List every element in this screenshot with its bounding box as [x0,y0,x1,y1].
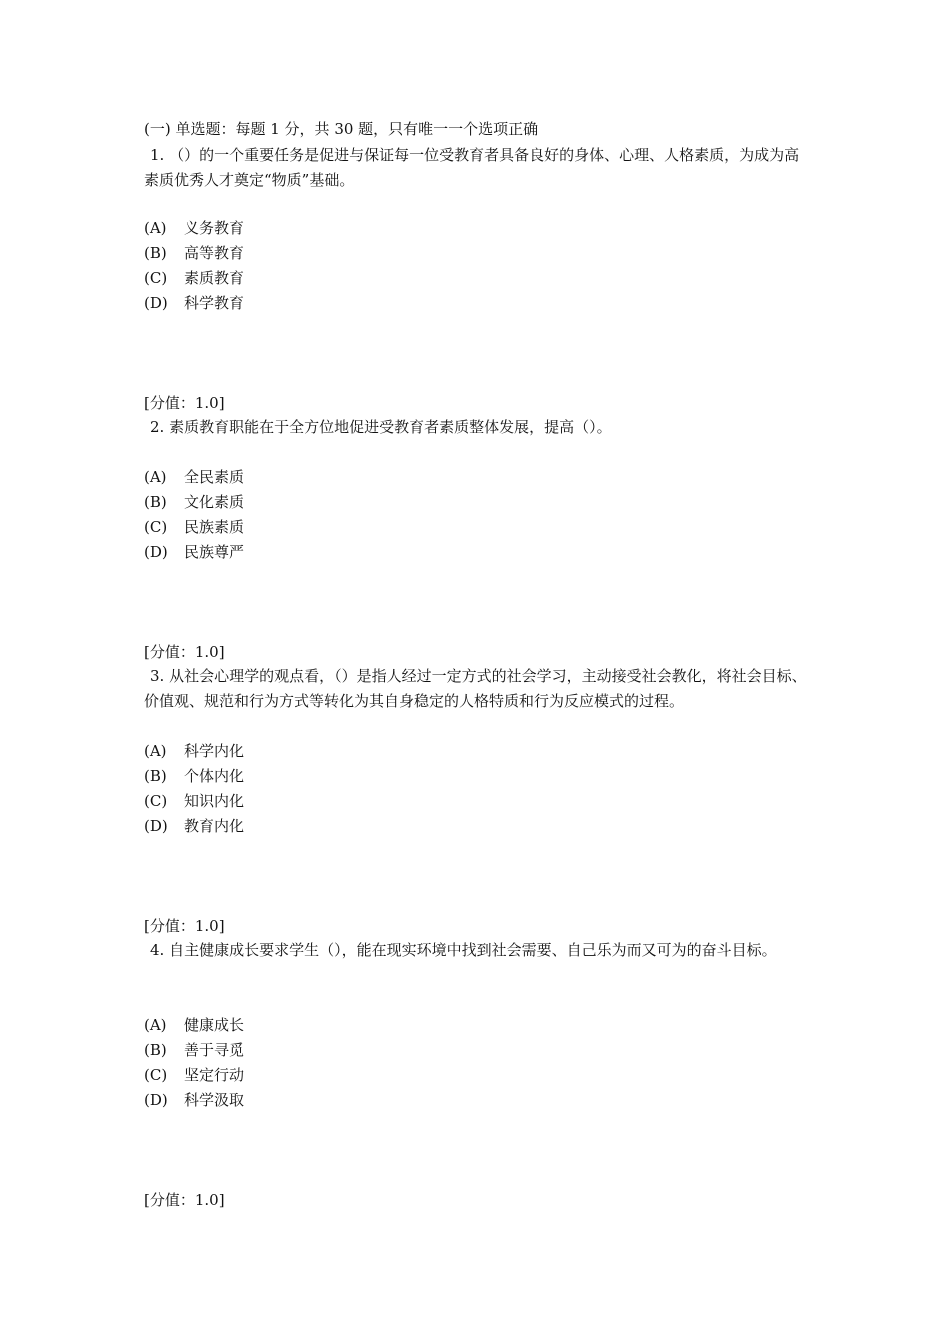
option-text: 义务教育 [184,219,245,237]
question-1-option-c [144,268,244,288]
option-text: 个体内化 [184,767,245,785]
question-3-option-c [144,791,244,811]
question-1-option-b [144,243,244,263]
question-number: 1. [150,146,165,164]
question-1-option-a [144,218,244,238]
question-body: 自主健康成长要求学生（），能在现实环境中找到社会需要、自己乐为而又可为的奋斗目标。 [169,941,777,959]
option-letter: (B) [144,1041,167,1059]
question-body: 从社会心理学的观点看，（）是指人经过一定方式的社会学习，主动接受社会教化，将社会目标、价值观、规范和行为方式等转化为其自身稳定的人格特质和行为反应模式的过程。 [144,667,807,710]
option-letter: (C) [144,1066,168,1084]
question-4-option-a [144,1015,244,1035]
question-2-option-b [144,492,244,512]
option-letter: (D) [144,543,168,561]
question-2-option-a [144,467,244,487]
option-text: 文化素质 [184,493,245,511]
question-1-score: [分值：1.0] [144,394,225,412]
option-text: 知识内化 [184,792,245,810]
question-1-option-d [144,293,244,313]
option-letter: (A) [144,468,167,486]
option-text: 教育内化 [184,817,245,835]
option-letter: (B) [144,493,167,511]
question-number: 4. [150,941,165,959]
option-letter: (C) [144,792,168,810]
question-4-text [144,938,808,963]
option-text: 民族尊严 [184,543,245,561]
option-text: 高等教育 [184,244,245,262]
question-2-text [144,415,808,440]
question-4-option-d [144,1090,244,1110]
question-3-option-d [144,816,244,836]
option-letter: (B) [144,244,167,262]
option-text: 健康成长 [184,1016,245,1034]
option-letter: (C) [144,269,168,287]
option-letter: (A) [144,219,167,237]
option-text: 民族素质 [184,518,245,536]
option-letter: (D) [144,294,168,312]
option-letter: (C) [144,518,168,536]
question-3-option-b [144,766,244,786]
option-letter: (D) [144,1091,168,1109]
option-text: 全民素质 [184,468,245,486]
question-2-option-d [144,542,244,562]
section-header: (一) 单选题：每题 1 分，共 30 题，只有唯一一个选项正确 [144,120,539,138]
option-text: 素质教育 [184,269,245,287]
option-text: 科学内化 [184,742,245,760]
option-letter: (B) [144,767,167,785]
question-4-score: [分值：1.0] [144,1191,225,1209]
question-body: 素质教育职能在于全方位地促进受教育者素质整体发展，提高（）。 [169,418,612,436]
question-number: 2. [150,418,165,436]
question-4-option-b [144,1040,244,1060]
question-3-option-a [144,741,244,761]
option-letter: (A) [144,1016,167,1034]
option-letter: (A) [144,742,167,760]
question-number: 3. [150,667,165,685]
question-2-score: [分值：1.0] [144,643,225,661]
question-1-text [144,143,808,193]
option-text: 善于寻觅 [184,1041,245,1059]
option-text: 科学教育 [184,294,245,312]
option-text: 科学汲取 [184,1091,245,1109]
question-3-text [144,664,808,714]
question-3-score: [分值：1.0] [144,917,225,935]
question-2-option-c [144,517,244,537]
option-letter: (D) [144,817,168,835]
question-4-option-c [144,1065,244,1085]
question-body: （）的一个重要任务是促进与保证每一位受教育者具备良好的身体、心理、人格素质，为成为高素质优秀人才奠定“物质”基础。 [144,146,800,189]
option-text: 坚定行动 [184,1066,245,1084]
